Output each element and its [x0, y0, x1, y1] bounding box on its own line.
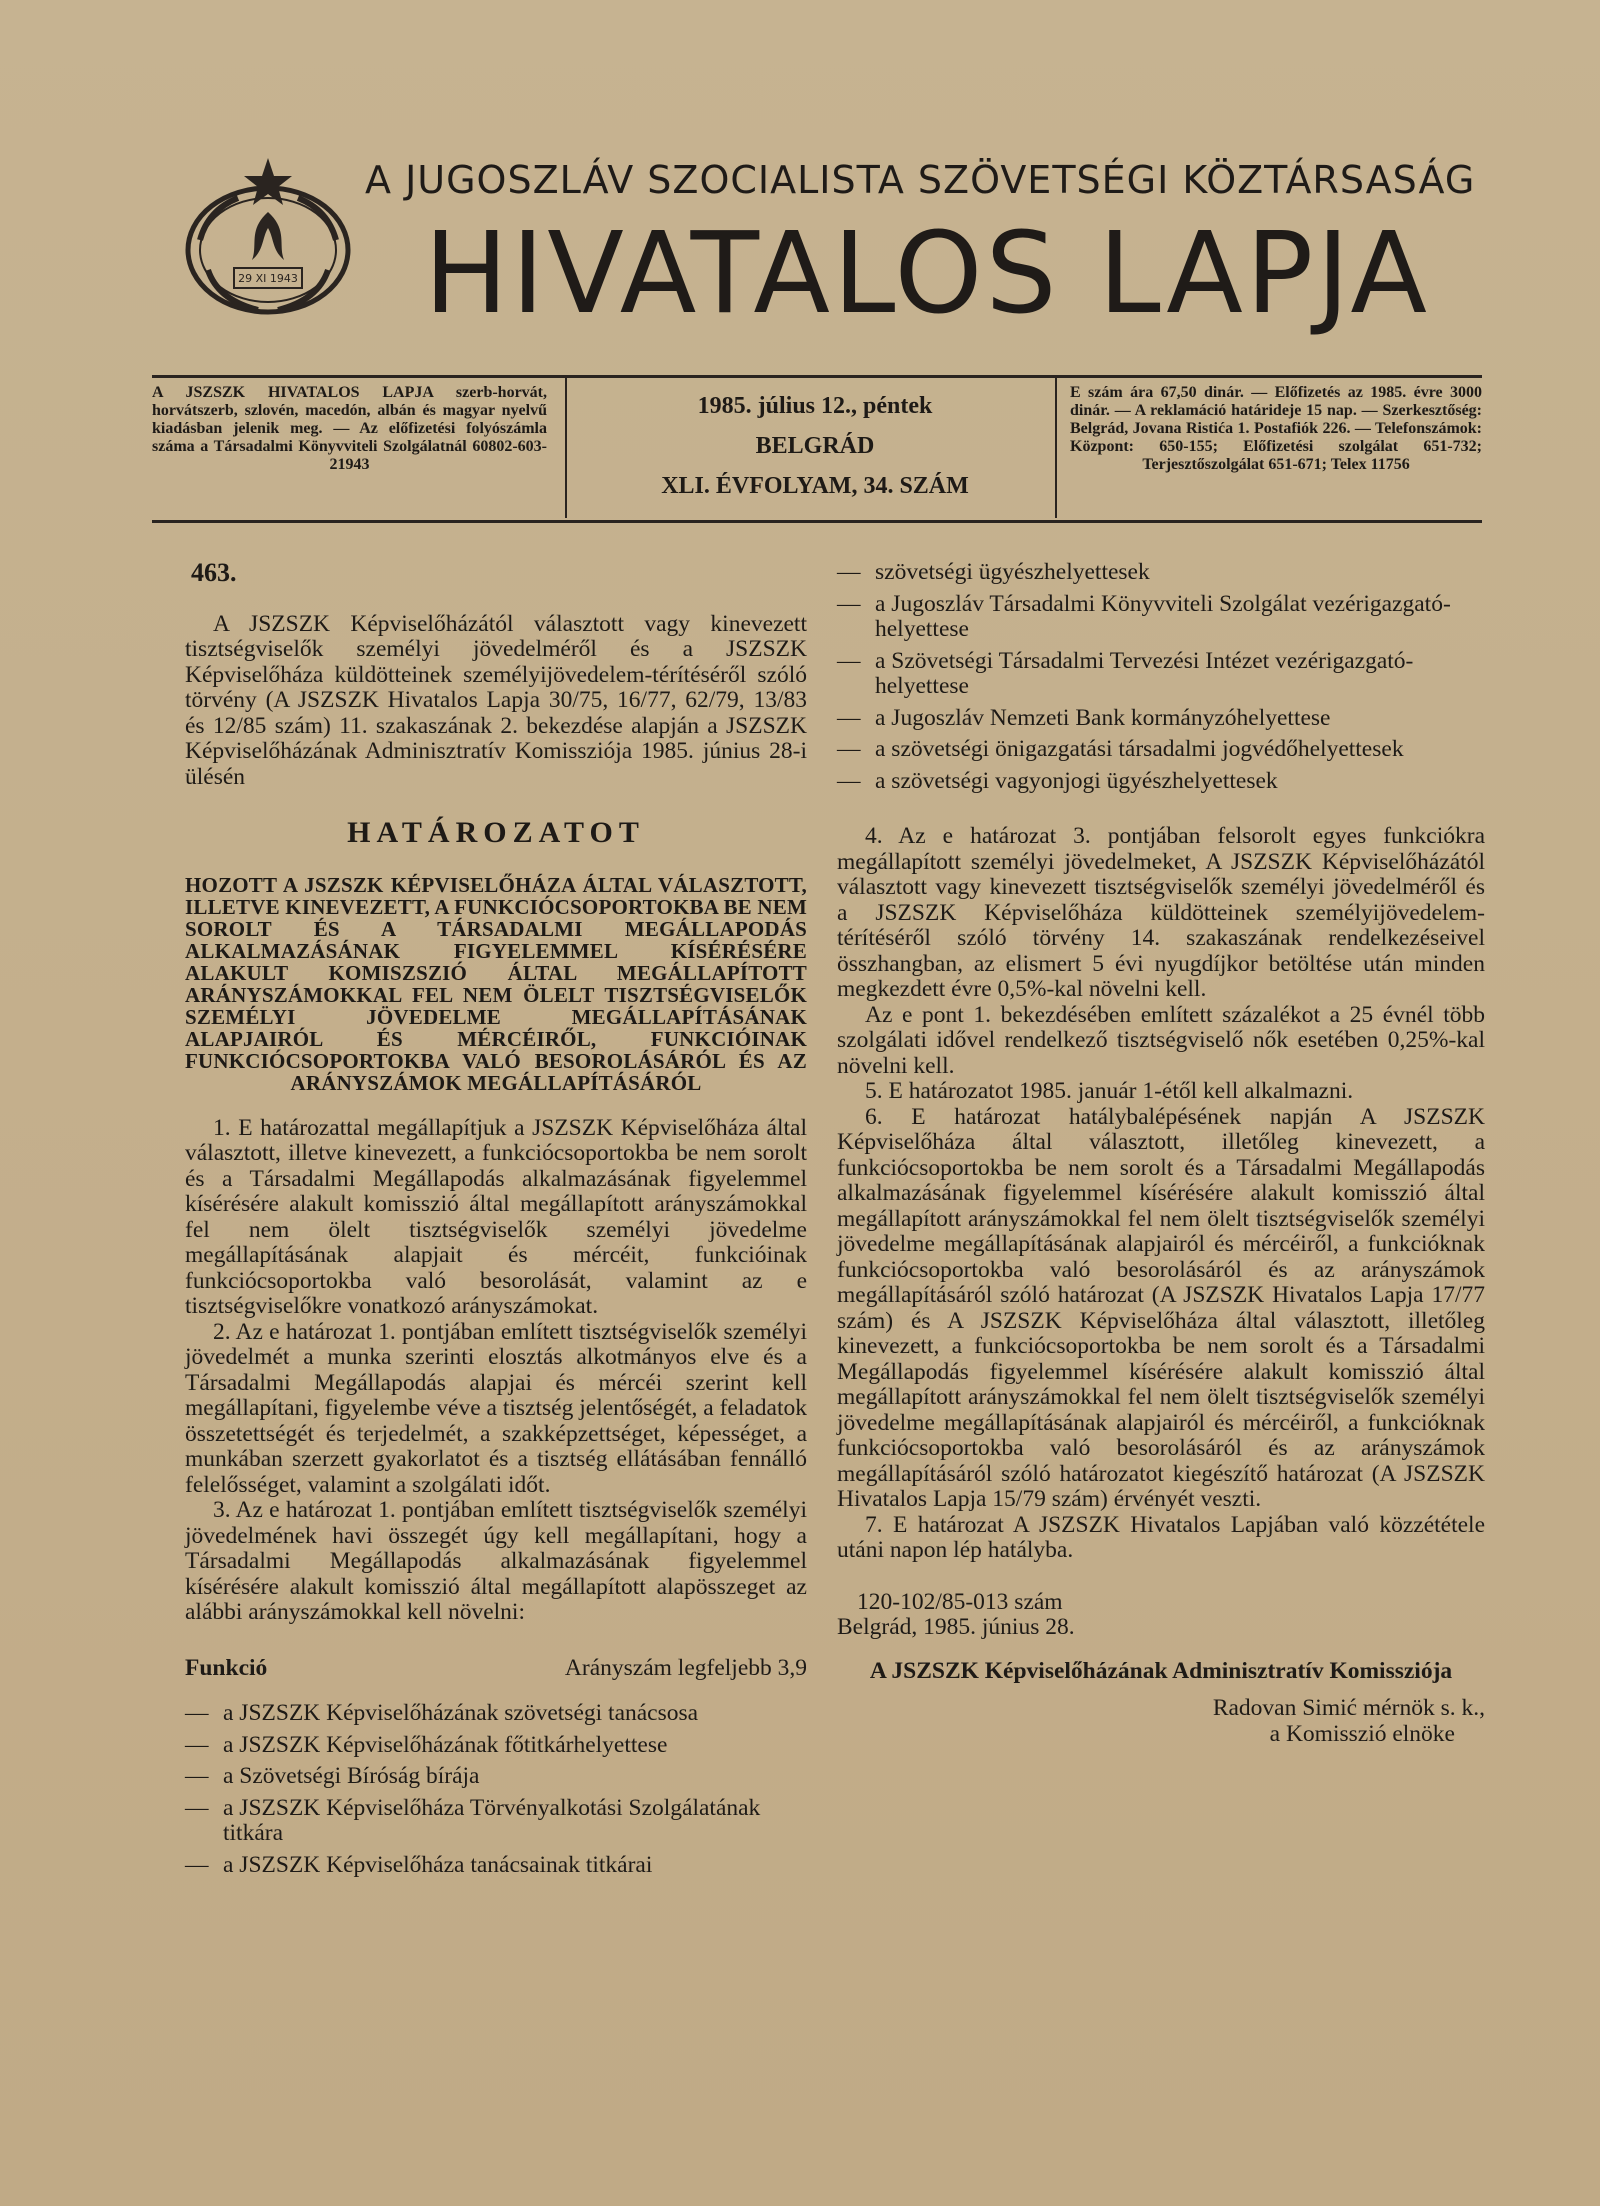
- paragraph-2: 2. Az e határozat 1. pontjában említett tisztségviselők személyi jövedelmét a munka szerinti elosztás alkotmányos elve és a Társadalmi Megállapodás alapjai és mércéi szerint kell megállapítani, figyelembe véve a tisztség jelentőségét, a feladatok összetettségét és terjedelmét, a szakképzettséget, képességet, a munkában szerzett gyakorlatot és a tisztség ellátásában fennálló felelősséget, valamint a szolgálati időt.: [185, 1318, 807, 1498]
- list-item: — a Szövetségi Bíróság bírája: [185, 1763, 480, 1789]
- decision-number: 463.: [191, 558, 237, 587]
- list-item: — a Jugoszláv Társadalmi Könyvviteli Szolgálat vezérigazgató-helyettese: [837, 590, 1451, 642]
- publication-info: A JSZSZK HIVATALOS LAPJA szerb-horvát, horvátszerb, szlovén, macedón, albán és magyar nyelvű kiadásban jelenik meg. — Az előfizetési folyószámla száma a Társadalmi Könyvviteli Szolgálatnál 60802-603-21943: [152, 384, 547, 473]
- rule-bottom: [152, 520, 1482, 523]
- list-item: — a JSZSZK Képviselőháza Törvényalkotási Szolgálatának titkára: [185, 1794, 761, 1846]
- table-col-ratio: Arányszám legfeljebb 3,9: [564, 1654, 807, 1681]
- intro-paragraph: A JSZSZK Képviselőházától választott vagy kinevezett tisztségviselők személyi jövedelméről és a JSZSZK Képviselőháza küldötteinek személyijövedelem-térítéséről szóló törvény (A JSZSZK Hivatalos Lapja 30/75, 16/77, 62/79, 13/83 és 12/85 szám) 11. szakaszának 2. bekezdése alapján a JSZSZK Képviselőházának Adminisztratív Komissziója 1985. június 28-i ülésén: [185, 610, 807, 790]
- rule-top: [152, 375, 1482, 378]
- paragraph-3: 3. Az e határozat 1. pontjában említett tisztségviselők személyi jövedelmének havi összegét úgy kell megállapítani, hogy a Társadalmi Megállapodás alkalmazásának figyelemmel kísérésére alakult komisszió által megállapított alapösszeget az alábbi arányszámokkal kell növelni:: [185, 1497, 807, 1625]
- list-item: — szövetségi ügyészhelyettesek: [837, 559, 1150, 585]
- list-item: — a Jugoszláv Nemzeti Bank kormányzóhelyettese: [837, 704, 1331, 731]
- issue-volume: XLI. ÉVFOLYAM, 34. SZÁM: [661, 473, 969, 499]
- paragraph-6: 6. E határozat hatálybalépésének napján A JSZSZK Képviselőháza által választott, illetőleg kinevezett, a funkciócsoportokba be nem sorolt és a Társadalmi Megállapodás alkalmazásának figyelemmel kísérésére alakult komisszió által megállapított arányszámokkal fel nem ölelt tisztségviselők személyi jövedelme megállapításának alapjairól és mércéiről, a funkcióknak funkciócsoportokba való besorolásáról és az arányszámok megállapításáról szóló határozat (A JSZSZK Hivatalos Lapja 17/77 szám) és A JSZSZK Képviselőháza által választott, illetőleg kinevezett, a funkciócsoportokba be nem sorolt és a Társadalmi Megállapodás figyelemmel kísérésére alakult komisszió által megállapított arányszámokkal fel nem ölelt tisztségviselők személyi jövedelme megállapításának alapjairól és mércéiről, a funkcióknak funkciócsoportokba való besorolásáról és az arányszámok megállapításáról szóló határozatot kiegészítő határozat (A JSZSZK Hivatalos Lapja 15/79 szám) érvényét veszti.: [837, 1103, 1485, 1512]
- issue-date: 1985. július 12., péntek: [697, 393, 933, 419]
- rule-v2: [1055, 378, 1057, 518]
- paragraph-7: 7. E határozat A JSZSZK Hivatalos Lapjában való közzététele utáni napon lép hatályba.: [837, 1511, 1485, 1563]
- issuer: A JSZSZK Képviselőházának Adminisztratív Komissziója: [869, 1657, 1453, 1684]
- republic-name: A JUGOSZLÁV SZOCIALISTA SZÖVETSÉGI KÖZTÁRSASÁG: [365, 158, 1476, 202]
- gazette-title: HIVATALOS LAPJA: [424, 209, 1431, 339]
- signer-role: a Komisszió elnöke: [1269, 1720, 1455, 1747]
- left-column: [185, 560, 807, 1884]
- svg-text:29 XI 1943: 29 XI 1943: [238, 272, 298, 285]
- decision-heading: HATÁROZATOT: [347, 816, 645, 849]
- list-item: — a JSZSZK Képviselőházának szövetségi tanácsosa: [185, 1700, 699, 1726]
- list-item: — a JSZSZK Képviselőházának főtitkárhelyettese: [185, 1731, 668, 1758]
- price-info: E szám ára 67,50 dinár. — Előfizetés az 1985. évre 3000 dinár. — A reklamáció határideje 15 nap. — Szerkesztőség: Belgrád, Jovana Ristića 1. Postafiók 226. — Telefonszámok: Központ: 650-155; Előfizetési szolgálat 651-732; Terjesztőszolgálat 651-671; Telex 11756: [1070, 384, 1482, 473]
- list-item: — a JSZSZK Képviselőháza tanácsainak titkárai: [185, 1851, 653, 1878]
- issue-city: BELGRÁD: [755, 433, 875, 459]
- paragraph-4: 4. Az e határozat 3. pontjában felsorolt egyes funkciókra megállapított személyi jövedelmeket, A JSZSZK Képviselőházától választott vagy kinevezett tisztségviselők személyi jövedelméről és a JSZSZK Képviselőháza küldötteinek személyijövedelem-térítéséről szóló törvény 14. szakaszának rendelkezéseivel összhangban, az elismert 5 évi nyugdíjkor betöltése után minden megkezdett évre 0,5%-kal növelni kell.: [837, 823, 1485, 1002]
- place-date: Belgrád, 1985. június 28.: [837, 1614, 1075, 1640]
- issue-info: [580, 386, 1050, 506]
- list-item: — a Szövetségi Társadalmi Tervezési Intézet vezérigazgató-helyettese: [837, 647, 1414, 699]
- reference-number: 120-102/85-013 szám: [857, 1588, 1063, 1615]
- right-column: [837, 560, 1485, 1747]
- rule-v1: [565, 378, 567, 518]
- list-item: — a szövetségi vagyonjogi ügyészhelyettesek: [837, 767, 1278, 794]
- list-item: — a szövetségi önigazgatási társadalmi jogvédőhelyettesek: [837, 736, 1404, 762]
- function-table-header: [185, 1656, 807, 1682]
- signature-block: [837, 1590, 1485, 1748]
- decision-subheading: HOZOTT A JSZSZK KÉPVISELŐHÁZA ÁLTAL VÁLASZTOTT, ILLETVE KINEVEZETT, A FUNKCIÓCSOPORTOKBA BE NEM SOROLT ÉS A TÁRSADALMI MEGÁLLAPODÁS ALKALMAZÁSÁNAK FIGYELEMMEL KÍSÉRÉSÉRE ALAKULT KOMISZSZIÓ ÁLTAL MEGÁLLAPÍTOTT ARÁNYSZÁMOKKAL FEL NEM ÖLELT TISZTSÉGVISELŐK SZEMÉLYI JÖVEDELME MEGÁLLAPÍTÁSÁNAK ALAPJAIRÓL ÉS MÉRCÉIRŐL, FUNKCIÓINAK FUNKCIÓCSOPORTOKBA VALÓ BESOROLÁSÁRÓL ÉS AZ ARÁNYSZÁMOK MEGÁLLAPÍTÁSÁRÓL: [185, 872, 807, 1095]
- paragraph-1: 1. E határozattal megállapítjuk a JSZSZK Képviselőháza által választott, illetve kinevezett, a funkciócsoportokba be nem sorolt és a Társadalmi Megállapodás alkalmazásának figyelemmel kísérésére alakult komisszió által megállapított arányszámokkal fel nem ölelt tisztségviselők személyi jövedelme megállapításának alapjait és mércéit, funkcióinak funkciócsoportokba való besorolását, valamint az e tisztségviselőkre vonatkozó arányszámokat.: [185, 1114, 807, 1319]
- table-col-function: Funkció: [185, 1654, 268, 1681]
- state-emblem-icon: [178, 150, 358, 330]
- paragraph-4b: Az e pont 1. bekezdésében említett százalékot a 25 évnél több szolgálati idővel rendelkező tisztségviselő nők esetében 0,25%-kal növelni kell.: [837, 1001, 1485, 1079]
- signer-name: Radovan Simić mérnök s. k.,: [1212, 1695, 1485, 1721]
- paragraph-5: 5. E határozatot 1985. január 1-étől kell alkalmazni.: [865, 1078, 1354, 1104]
